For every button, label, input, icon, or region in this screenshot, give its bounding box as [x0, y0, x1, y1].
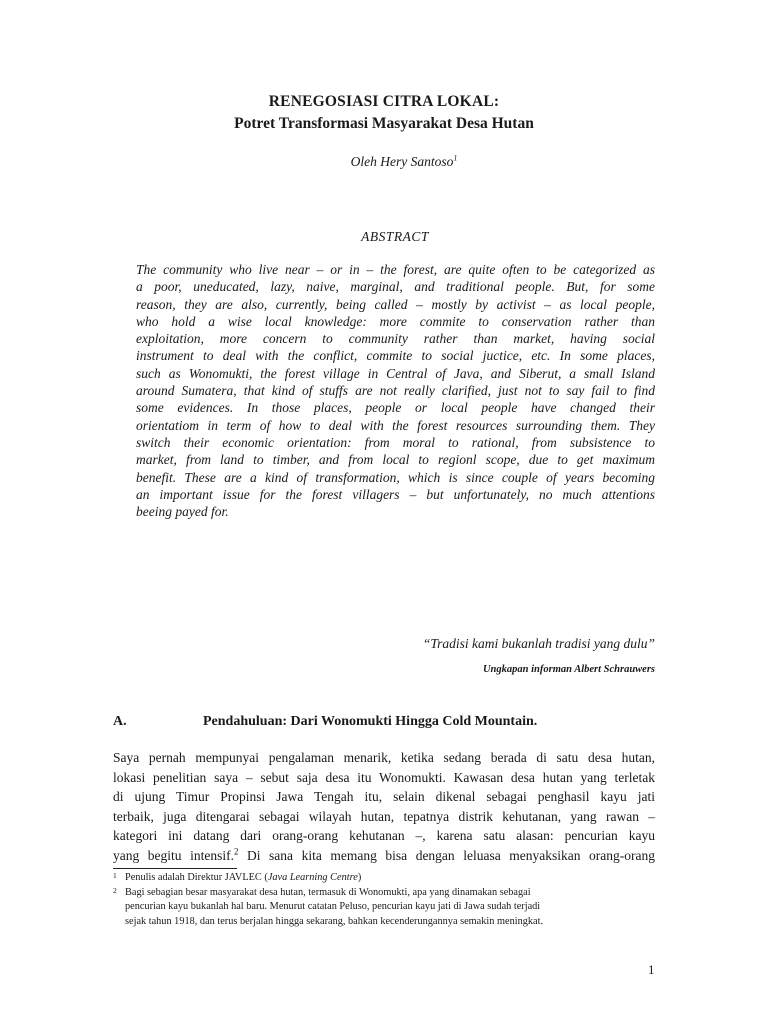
footnote-line: pencurian kayu bukanlah hal baru. Menurut catatan Peluso, pencurian kayu jati di Jawa sudah terjadi	[125, 901, 541, 912]
epigraph-source: Ungkapan informan Albert Schrauwers	[482, 664, 655, 675]
abstract-line: such as Wonomukti, the forest village in Central of Java, and Siberut, a small Island	[136, 365, 655, 381]
footnote-line: Bagi sebagian besar masyarakat desa hutan, termasuk di Wonomukti, apa yang dinamakan sebagai	[125, 886, 531, 898]
abstract-line: The community who live near – or in – the forest, are quite often to be categorized as	[136, 262, 655, 277]
footnote-2	[113, 886, 658, 930]
abstract-line: around Sumatera, that kind of stuffs are not really clarified, just not to say fail to find	[136, 383, 655, 399]
body-line-text: yang begitu intensif.	[113, 847, 234, 863]
footnotes	[113, 871, 658, 929]
footnote-line: sejak tahun 1918, dan terus berjalan hingga sekarang, bahkan kecenderungannya semakin meningkat.	[125, 915, 544, 927]
section-letter: A.	[113, 714, 127, 729]
page-number: 1	[648, 962, 655, 977]
author-footnote-mark: 1	[453, 153, 458, 163]
body-line: di ujung Timur Propinsi Jawa Tengah itu, selain dikenal sebagai penghasil kayu jati	[113, 789, 655, 804]
footnote-number: 1	[113, 871, 117, 880]
abstract-line: switch their economic orientation: from moral to rational, from subsistence to	[136, 434, 655, 450]
footnote-1	[113, 871, 658, 886]
body-line: Saya pernah mempunyai pengalaman menarik, ketika sedang berada di satu desa hutan,	[113, 750, 655, 765]
abstract-line: orientatiom in term of how to deal with the forest resources surrounding them. They	[136, 417, 655, 433]
body-line-text: Di sana kita memang bisa dengan leluasa menyaksikan orang-orang	[238, 847, 655, 863]
abstract-line: benefit. These are a kind of transformation, which is since couple of years becoming	[136, 469, 655, 485]
footnote-text: Penulis adalah Direktur JAVLEC (	[125, 872, 268, 883]
document-subtitle: Potret Transformasi Masyarakat Desa Hutan	[234, 115, 534, 132]
abstract-line: reason, they are also, currently, being called – mostly by activist – as local people,	[136, 296, 655, 312]
abstract-heading: ABSTRACT	[361, 229, 429, 244]
abstract-line: instrument to deal with the conflict, commite to social juctice, etc. In some places,	[136, 348, 655, 364]
body-line: lokasi penelitian saya – sebut saja desa itu Wonomukti. Kawasan desa hutan yang terletak	[113, 769, 655, 785]
abstract-paragraph	[136, 261, 655, 520]
epigraph-quote: “Tradisi kami bukanlah tradisi yang dulu”	[422, 636, 655, 651]
abstract-line: exploitation, more concern to community rather than market, having social	[136, 331, 655, 347]
body-paragraph	[113, 748, 655, 865]
footnote-separator	[113, 868, 237, 869]
body-line	[113, 846, 655, 866]
footnote-number: 2	[113, 885, 117, 895]
document-title: RENEGOSIASI CITRA LOKAL:	[268, 93, 500, 110]
author-name: Oleh Hery Santoso	[350, 154, 454, 169]
abstract-line: beeing payed for.	[136, 504, 229, 520]
abstract-line: market, from land to timber, and from local to regionl scope, due to get maximum	[136, 452, 655, 468]
abstract-line: who hold a wise local knowledge: more commite to conservation rather than	[136, 313, 655, 329]
footnote-text: )	[357, 872, 362, 883]
section-title: Pendahuluan: Dari Wonomukti Hingga Cold Mountain.	[203, 714, 538, 729]
author-line	[0, 154, 768, 170]
abstract-line: some evidences. In those places, people or local people have changed their	[136, 400, 655, 416]
footnote-line	[125, 871, 658, 886]
footnote-ref-2: 2	[233, 846, 239, 856]
body-line: kategori ini datang dari orang-orang kehutanan –, karena satu alasan: pencurian kayu	[113, 828, 655, 843]
body-line: terbaik, juga ditengarai sebagai wilayah hutan, tepatnya distrik kehutanan, yang rawan –	[113, 808, 655, 824]
abstract-line: a poor, uneducated, lazy, naive, marginal, and traditional people. But, for some	[136, 279, 655, 295]
abstract-line: an important issue for the forest villagers – but unfortunately, no much attentions	[136, 486, 655, 502]
footnote-italic-text: Java Learning Centre	[267, 872, 358, 883]
